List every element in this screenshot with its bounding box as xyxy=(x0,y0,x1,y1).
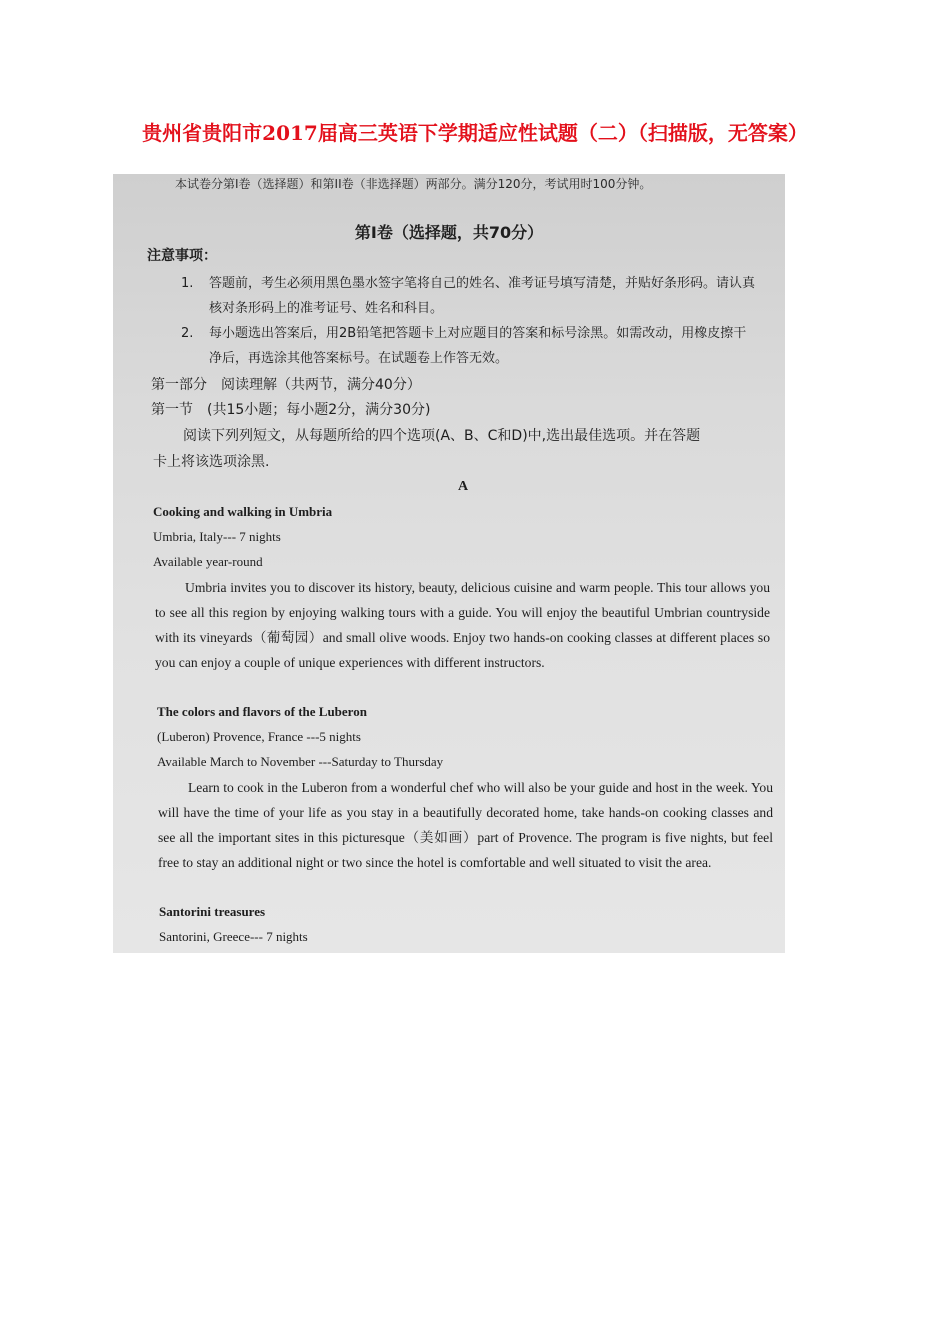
notice-item-2-line-1 xyxy=(181,324,746,344)
tour-title: Santorini treasures xyxy=(159,904,266,919)
tour-description: Learn to cook in the Luberon from a wonderful chef who will also be your guide and host in the week. You will have the time of your life as you stay in a beautifully decorated home, take hands-on cooking classes and see all the important sites in this picturesque（美如画）part of Provence. The program is five nights, but feel free to stay an additional night or two since the hotel is comfortable and well situated to visit the area. xyxy=(158,780,773,870)
tour-availability: Available year-round xyxy=(153,554,263,569)
notice-heading: 注意事项： xyxy=(147,248,217,264)
tour-title: The colors and flavors of the Luberon xyxy=(157,704,367,719)
instruction-line-2: 卡上将该选项涂黑. xyxy=(153,454,270,470)
exam-intro-line: 本试卷分第I卷（选择题）和第II卷（非选择题）两部分。满分120分，考试用时100分钟。 xyxy=(175,177,652,191)
tour-description: Umbria invites you to discover its history, beauty, delicious cuisine and warm people. This tour allows you to see all this region by enjoying walking tours with a guide. You will enjoy the beautiful Umbrian countryside with its vineyards（葡萄园）and small olive woods. Enjoy two hands-on cooking classes at different places so you can enjoy a couple of unique experiences with different instructors. xyxy=(155,580,770,670)
notice-item-1-line-2: 核对条形码上的准考证号、姓名和科目。 xyxy=(209,301,444,316)
section-one-heading: 第一节 (共15小题；每小题2分，满分30分) xyxy=(151,402,431,418)
document-title: 贵州省贵阳市2017届高三英语下学期适应性试题（二）（扫描版，无答案） xyxy=(142,121,808,145)
tour-location: (Luberon) Provence, France ---5 nights xyxy=(157,729,361,744)
volume-heading: 第I卷（选择题，共70分） xyxy=(354,223,544,242)
passage-letter: A xyxy=(457,479,469,494)
scanned-exam-page xyxy=(113,174,785,953)
tour-availability: Available March to November ---Saturday to Thursday xyxy=(157,754,444,769)
notice-item-2-line-2: 净后，再选涂其他答案标号。在试题卷上作答无效。 xyxy=(209,351,509,366)
tour-location: Santorini, Greece--- 7 nights xyxy=(159,929,308,944)
notice-text: 答题前，考生必须用黑色墨水签字笔将自己的姓名、准考证号填写清楚，并贴好条形码。请认真 xyxy=(209,276,756,291)
instruction-line-1: 阅读下列列短文，从每题所给的四个选项(A、B、C和D)中,选出最佳选项。并在答题 xyxy=(183,428,701,444)
tour-location: Umbria, Italy--- 7 nights xyxy=(153,529,281,544)
notice-number: 2. xyxy=(181,326,194,341)
part-one-heading: 第一部分 阅读理解（共两节，满分40分） xyxy=(151,377,421,393)
notice-item-1-line-1 xyxy=(181,274,755,294)
notice-text: 每小题选出答案后，用2B铅笔把答题卡上对应题目的答案和标号涂黑。如需改动，用橡皮擦干 xyxy=(209,326,747,341)
tour-title: Cooking and walking in Umbria xyxy=(153,504,333,519)
notice-number: 1. xyxy=(181,276,194,291)
